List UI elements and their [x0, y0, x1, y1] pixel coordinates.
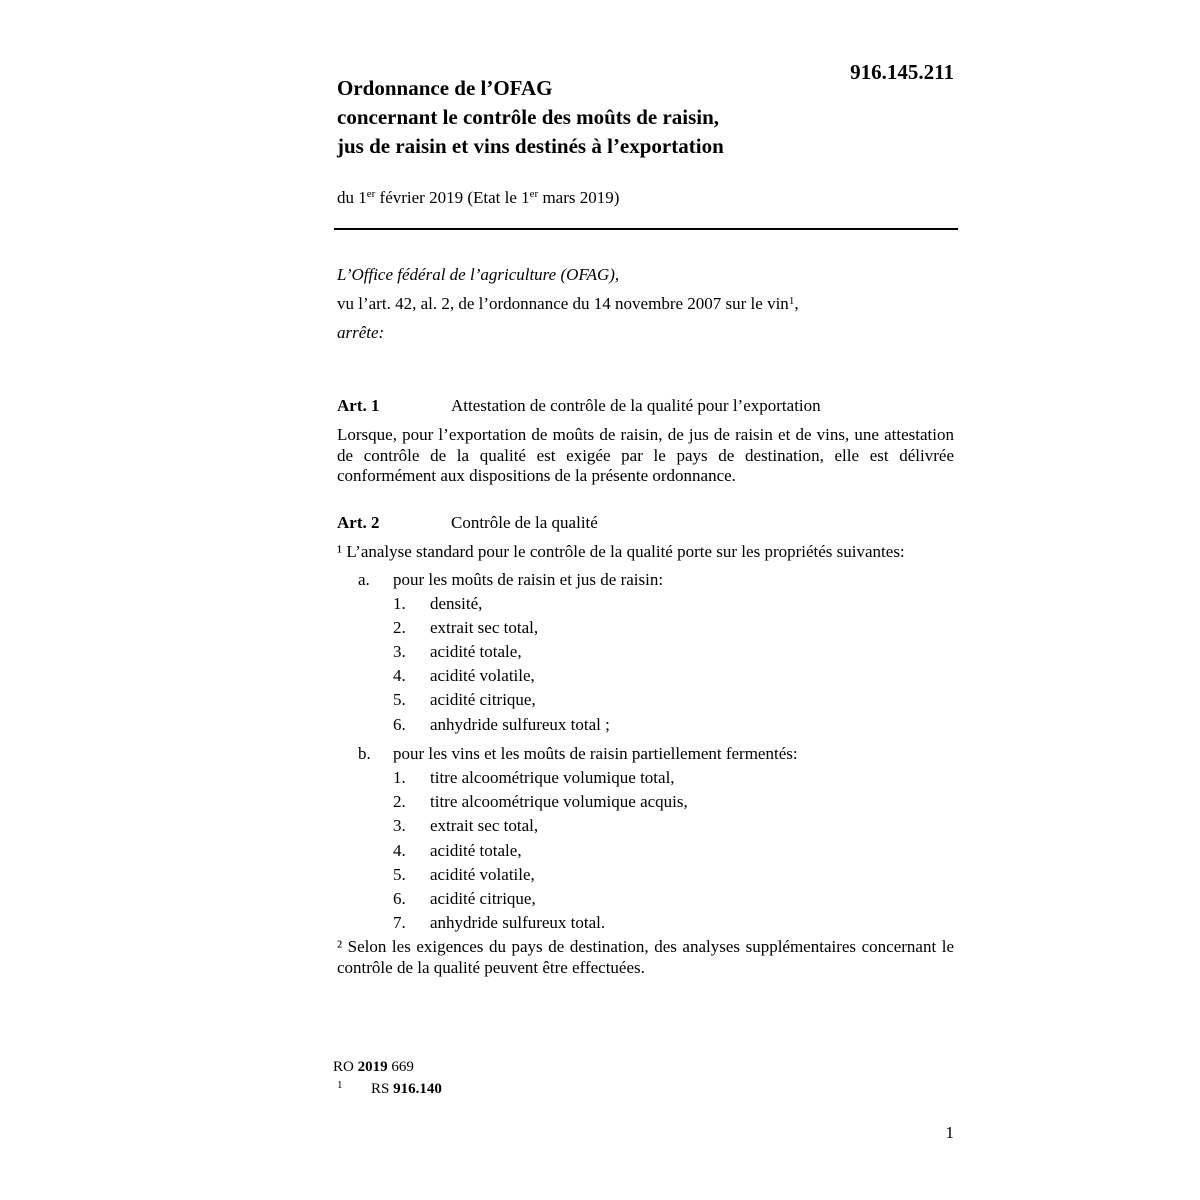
letter-a-label: a.: [358, 570, 370, 589]
page-number: 1: [945, 1123, 954, 1142]
preamble-legal-basis: [337, 289, 799, 318]
title-line-1: Ordonnance de l’OFAG: [337, 76, 553, 100]
header-divider: [334, 228, 958, 230]
letter-a-text: pour les moûts de raisin et jus de raisin:: [393, 570, 664, 589]
list-item-text: titre alcoométrique volumique total,: [430, 768, 675, 787]
list-item-number: 7.: [393, 913, 406, 932]
article-2-number: Art. 2: [337, 513, 380, 532]
list-item-number: 6.: [393, 715, 406, 734]
list-item-number: 5.: [393, 865, 406, 884]
ro-reference: [333, 1059, 414, 1076]
list-item-text: acidité totale,: [430, 841, 522, 860]
date-sup-2: er: [529, 188, 539, 200]
list-item-number: 3.: [393, 816, 406, 835]
rs-number: 916.140: [393, 1081, 442, 1097]
list-item-text: densité,: [430, 594, 483, 613]
list-item-text: titre alcoométrique volumique acquis,: [430, 792, 688, 811]
date-post: mars 2019): [538, 188, 620, 207]
title-line-3: jus de raisin et vins destinés à l’exportation: [337, 134, 724, 158]
article-2-title: Contrôle de la qualité: [451, 513, 598, 532]
article-2-paragraph-1: ¹ L’analyse standard pour le contrôle de la qualité porte sur les propriétés suivantes:: [337, 542, 905, 561]
rs-prefix: RS: [371, 1081, 394, 1097]
letter-b-label: b.: [358, 744, 371, 763]
list-item-number: 1.: [393, 768, 406, 787]
date-sup-1: er: [366, 188, 376, 200]
list-item-text: acidité citrique,: [430, 690, 536, 709]
sr-number: 916.145.211: [850, 60, 954, 84]
list-item-text: acidité volatile,: [430, 666, 535, 685]
list-item-number: 4.: [393, 666, 406, 685]
list-item-text: acidité volatile,: [430, 865, 535, 884]
ro-year: 2019: [357, 1059, 388, 1075]
ro-page: 669: [387, 1059, 414, 1075]
list-item-number: 1.: [393, 594, 406, 613]
list-item-text: acidité totale,: [430, 642, 522, 661]
ro-prefix: RO: [333, 1059, 358, 1075]
date-pre: du 1: [337, 188, 367, 207]
list-item-number: 3.: [393, 642, 406, 661]
list-item-number: 4.: [393, 841, 406, 860]
article-1-number: Art. 1: [337, 396, 380, 415]
article-1-heading: [337, 396, 821, 416]
footnote-ref-1[interactable]: 1: [788, 295, 795, 307]
list-item-text: anhydride sulfureux total ;: [430, 715, 610, 734]
document-title: [337, 74, 724, 161]
preamble: [337, 260, 799, 347]
legal-basis-end: ,: [794, 294, 799, 313]
footnote-number: 1: [337, 1079, 343, 1091]
article-1-title: Attestation de contrôle de la qualité pour l’exportation: [451, 396, 821, 415]
article-2-paragraph-2: ² Selon les exigences du pays de destination, des analyses supplémentaires concernant le contrôle de la qualité peuvent être effectuées.: [337, 937, 954, 977]
date-mid: février 2019 (Etat le 1: [375, 188, 530, 207]
preamble-decree: arrête:: [337, 323, 385, 342]
list-item-text: extrait sec total,: [430, 816, 539, 835]
title-line-2: concernant le contrôle des moûts de raisin,: [337, 105, 720, 129]
letter-b-text: pour les vins et les moûts de raisin partiellement fermentés:: [393, 744, 798, 763]
article-1-text: Lorsque, pour l’exportation de moûts de raisin, de jus de raisin et de vins, une attestation de contrôle de la qualité est exigée par le pays de destination, elle est délivrée conformément aux dispositions de la présente ordonnance.: [337, 425, 954, 485]
list-item-number: 5.: [393, 690, 406, 709]
legal-basis-text: vu l’art. 42, al. 2, de l’ordonnance du 14 novembre 2007 sur le vin: [337, 294, 789, 313]
date-line: [337, 188, 619, 208]
list-item-number: 6.: [393, 889, 406, 908]
list-item-number: 2.: [393, 792, 406, 811]
preamble-authority: L’Office fédéral de l’agriculture (OFAG),: [337, 265, 620, 284]
list-item-text: acidité citrique,: [430, 889, 536, 908]
footnote-text: [371, 1081, 442, 1098]
list-item-text: extrait sec total,: [430, 618, 539, 637]
list-item-text: anhydride sulfureux total.: [430, 913, 606, 932]
article-2-heading: [337, 513, 598, 533]
list-item-number: 2.: [393, 618, 406, 637]
